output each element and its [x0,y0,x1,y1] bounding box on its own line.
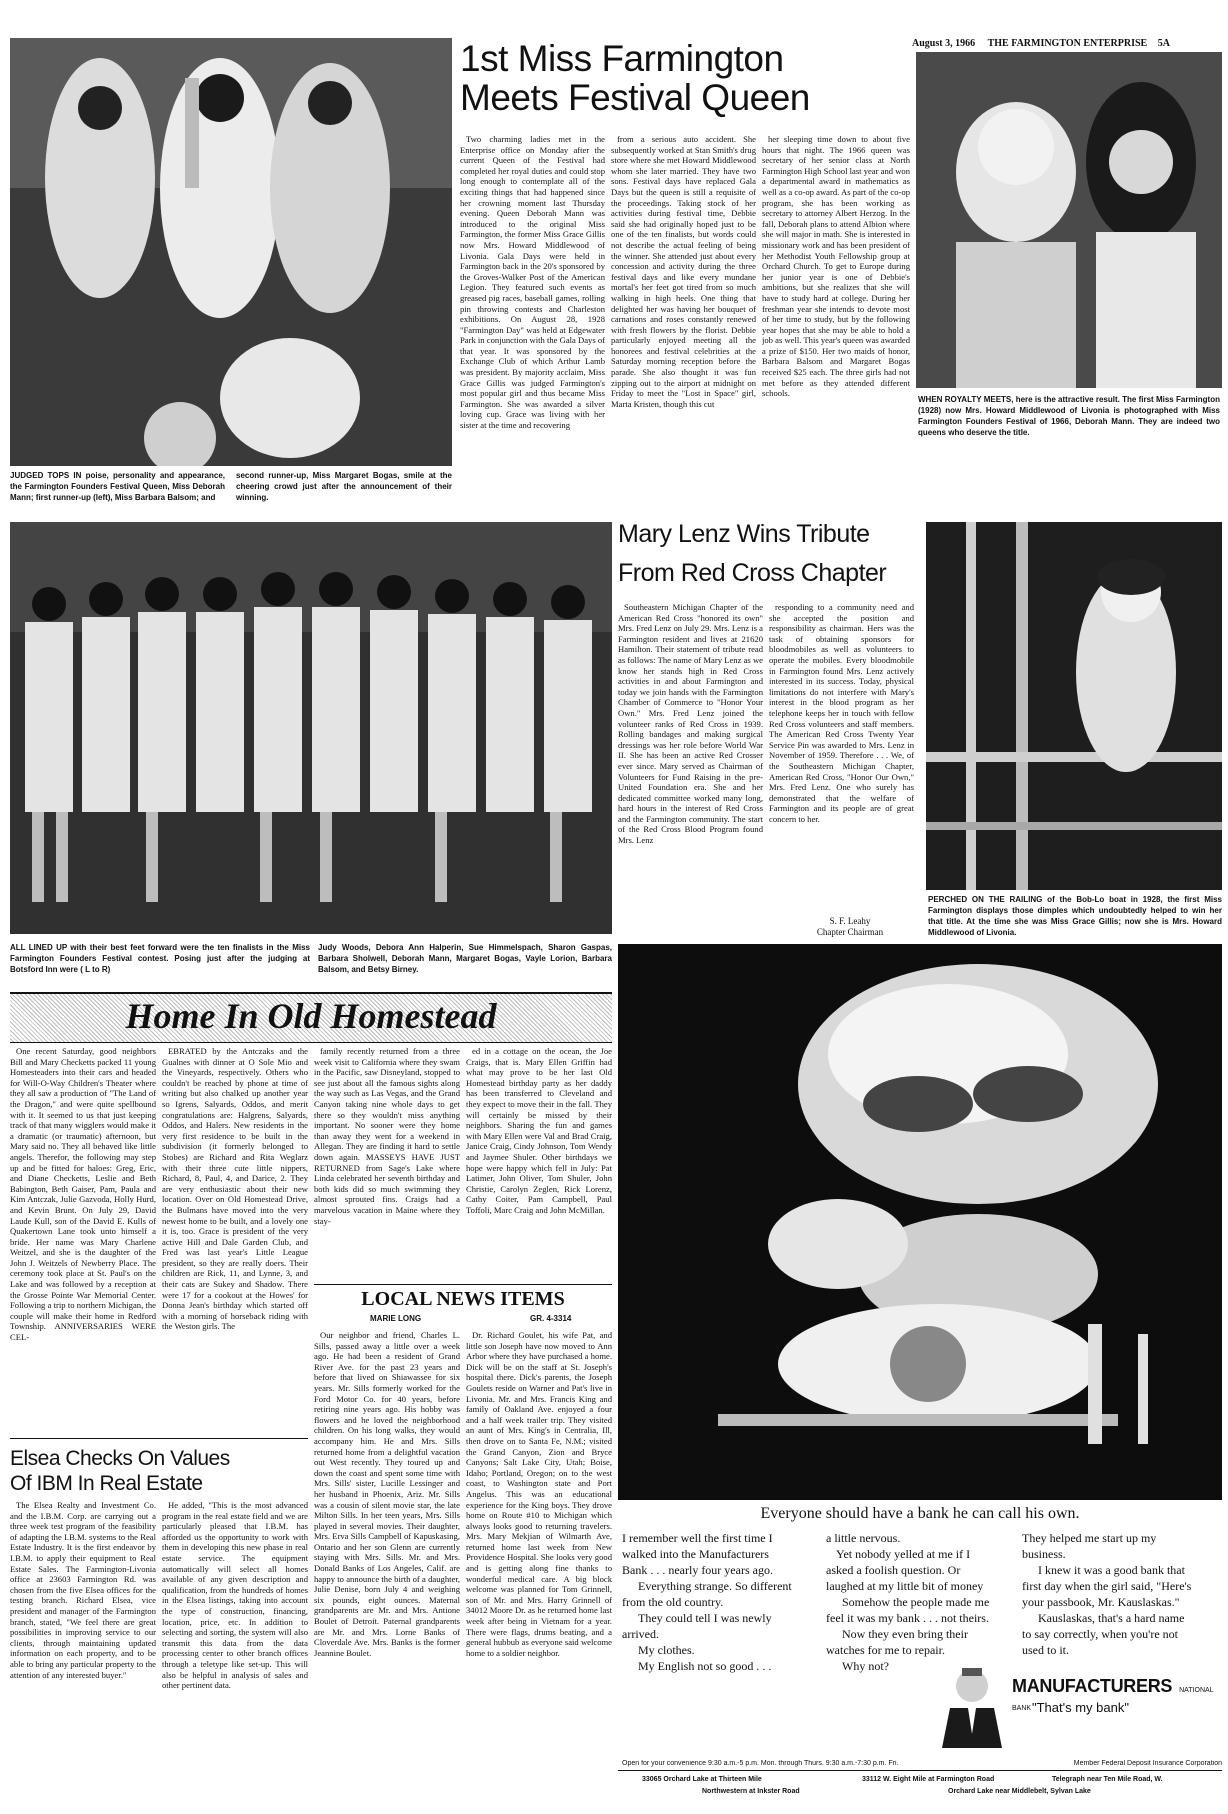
story2-headline [618,522,918,586]
homestead-headline: Home In Old Homestead [125,996,497,1036]
story1-headline [460,40,910,116]
story1-col1 [460,134,605,508]
branch-1b: Northwestern at Inkster Road [702,1788,800,1795]
elsea-col1-text: The Elsea Realty and Investment Co. and the I.B.M. Corp. are carrying out a three week test program of the feasibility of adapting the I.B.M. systems to the Real Estate Industry. It is the first endeavor by I.B.M. to apply their equipment to Real Estate Sales. The Farmington-Livonia office at 23603 Farmington Rd. was chosen from the five Elsea offices for the testing branch. Richard Elsea, vice president and manager of the Farmington branch, stated, "We feel there are great possibilities in improving service to our clients, through maintaining updated information on each property, and to be able to bring any particular property to the attention of any interested buyer." [10,1500,156,1680]
elsea-headline-line1: Elsea Checks On Values [10,1447,230,1470]
ad-col1-line: They could tell I was newly [638,1611,772,1625]
story2-col2 [769,602,914,914]
ad-brand: MANUFACTURERS [1012,1676,1173,1696]
ad-col2-line: laughed at my little bit of money [826,1579,984,1593]
caption-judged-right: second runner-up, Miss Margaret Bogas, smile at the cheering crowd just after the announcement of their winning. [236,471,452,502]
local-news-col2 [466,1330,612,1808]
story1-headline-line2: Meets Festival Queen [460,77,810,118]
ad-col3-line: your passbook, Mr. Kauslaskas." [1022,1595,1180,1609]
ad-col3-line: to say correctly, when you're not [1022,1627,1178,1641]
ad-photo-watchmaker [618,944,1222,1500]
paper-name: THE FARMINGTON ENTERPRISE [987,38,1148,49]
story2-headline-line2: From Red Cross Chapter [618,559,887,587]
ad-col1-line: I remember well the first time I [622,1531,773,1545]
local-news-headline: LOCAL NEWS ITEMS [361,1288,565,1310]
ad-col2-line: Now they even bring their [842,1627,968,1641]
elsea-rule [10,1438,308,1439]
page-number: 5A [1157,38,1170,49]
ad-col2-line: asked a foolish question. Or [826,1563,961,1577]
homestead-col2 [162,1046,308,1426]
story1-headline-line1: 1st Miss Farmington [460,38,784,79]
local-news-byline: MARIE LONG [370,1314,422,1323]
signature-block [795,916,905,938]
local-news-col2-text: Dr. Richard Goulet, his wife Pat, and little son Joseph have now moved to Ann Arbor where they have purchased a home. Dick will be on the staff at St. Joseph's hospital there. Dick's parents, the Joseph Goulets reside on Warner and Pat's live in Livonia. Mr. and Mrs. Francis King and family of Oakland Ave. enjoyed a four and a half week trailer trip. They visited an aunt of Mrs. King's in Centralia, Ill, then drove on to Santa Fe, N.M.; visited the Grand Canyon, Zion and Bryce Canyons; Salt Lake City, Utah; Boise, Idaho; Portland, Oregon; on to the west coast, to Washington state and Port Angelus. This was an educational experience for the King boys. They drove home on Route #10 to Michigan which always looks good to returning travelers. Mrs. Mary Mekjian of Wilmarth Ave, returned home last week from New Providence Hospital. She looks very good and is getting along fine thanks to wonderful medical care. A big block welcome was planned for Tom Grinnell, son of Mr. and Mrs. Harry Grinnell of 34012 Moore Dr. as he returned home last week after being in Vietnam for a year. There were flags, drums beating, and a general hubbub as everyone said welcome home to a soldier neighbor. [466,1330,612,1658]
story2-col1 [618,602,763,938]
ad-col1-line: from the old country. [622,1595,724,1609]
ad-col3-line: I knew it was a good bank that [1038,1563,1185,1577]
ad-photo-banker [936,1664,1008,1748]
elsea-headline-line2: Of IBM In Real Estate [10,1472,203,1495]
photo-royalty-meets [916,52,1222,388]
caption-perched: PERCHED ON THE RAILING of the Bob-Lo boat in 1928, the first Miss Farmington displays those dimples which undoubtedly helped to win her that title. At the time she was Miss Grace Gillis; now she is Mrs. Howard Middlewood of Livonia. [928,895,1222,937]
homestead-col4 [466,1046,612,1272]
ad-col1-line: Bank . . . nearly four years ago. [622,1563,773,1577]
homestead-col3-text: family recently returned from a three week visit to California where they swam in the Pacific, saw Disneyland, stopped to see just about all the famous sights along the way such as Las Vegas, and the Grand Canyon taking nine whole days to get there so they wouldn't miss anything important. No sooner were they home than away they went for a weekend in Allegan. They are finding it hard to settle down again. MASSEYS HAVE JUST RETURNED from Sage's Lake where Linda celebrated her seventh birthday and both kids did so much swimming they almost sprouted fins. Craigs had a marvelous vacation in Maine where they stay- [314,1046,460,1226]
local-news-col1 [314,1330,460,1808]
caption-judged-left: JUDGED TOPS IN poise, personality and appearance, the Farmington Founders Festival Queen, Miss Deborah Mann; first runner-up (left), Miss Barbara Balsom; and [10,471,225,502]
homestead-col4-text: ed in a cottage on the ocean, the Joe Craigs, that is. Mary Ellen Griffin had what may prove to be her last Old Homestead birthday party as her daddy has been transferred to Cleveland and they expect to move their in the fall. They will certainly be missed by their neighbors. Sharing the fun and games with Mary Ellen were Val and Brad Craig, Janice Craig, Cindy Johnson, Tom Wendy and Jaymee Shuler. Other birthdays we hope were happy which fell in July: Pat Latimer, John Oliver, Tom Shuler, John Christie, Carolyn Zeglen, Rick Lorenz, Cathy Coiter, Pam Campbell, Paul Toffoli, Marc Craig and John McMillan. [466,1046,612,1215]
issue-date: August 3, 1966 [912,38,976,49]
ad-col1 [622,1530,818,1674]
story1-col1-text: Two charming ladies met in the Enterprise office on Monday after the current Queen of the Festival had completed her royal duties and could stop long enough to contemplate all of the exciting things that had happened since her crowning moment last Thursday evening. Queen Deborah Mann was introduced to the original Miss Farmington, the former Miss Grace Gillis now Mrs. Howard Middlewood of Livonia. Gala Days were held in Farmington back in the 20's sponsored by the Groves-Walker Post of the American Legion. They featured such events as greased pig races, baseball games, rolling pin throwing contests and Charleston exhibitions. On August 28, 1928 "Farmington Day" was held at Edgewater Park in conjunction with the Gala Days of that year. It was sponsored by the Exchange Club of which Arthur Lamb was president. By majority acclaim, Miss Grace Gillis was judged Farmington's most popular girl and thus became Miss Farmington. She was awarded a silver loving cup. Grace was living with her sister at the time and recovering [460,134,605,431]
ad-col1-line: walked into the Manufacturers [622,1547,769,1561]
branch-2a: 33112 W. Eight Mile at Farmington Road [862,1776,995,1783]
branch-2b: Orchard Lake near Middlebelt, Sylvan Lake [948,1788,1091,1795]
homestead-col1 [10,1046,156,1426]
local-news-phone: GR. 4-3314 [530,1314,572,1323]
ad-col1-line: Everything strange. So different [638,1579,792,1593]
masthead [912,38,1220,49]
ad-col1-line: My English not so good . . . [638,1659,772,1673]
story2-headline-line1: Mary Lenz Wins Tribute [618,520,870,548]
photo-finalists [10,522,612,934]
homestead-col3 [314,1046,460,1272]
elsea-headline [10,1448,308,1494]
ad-col3-line: used to it. [1022,1643,1069,1657]
ad-headline: Everyone should have a bank he can call his own. [760,1505,1080,1522]
ad-col3-line: They helped me start up my [1022,1531,1157,1545]
elsea-col2 [162,1500,308,1808]
photo-perched-railing [926,522,1222,890]
ad-col2-line: Somehow the people made me [842,1595,990,1609]
ad-col1-line: arrived. [622,1627,659,1641]
elsea-col2-text: He added, "This is the most advanced program in the real estate field and we are particularly pleased that I.B.M. has afforded us the opportunity to work with them in developing this new phase in real estate service. The equipment automatically will select all homes available of any given description and qualification, from the hundreds of homes in the Elsea listings, taking into account the type of construction, financing, location, price, etc. In addition to selecting and sorting, the system will also transmit this data from the data processing center to other branch offices through a teletype like set-up. This will also be helpful in analysis of sales and other pertinent data. [162,1500,308,1691]
ad-col2-line: a little nervous. [826,1531,901,1545]
local-news-col1-text: Our neighbor and friend, Charles L. Sills, passed away a little over a week ago. He had been a resident of Grand River Ave. for the past 23 years and before that lived on Shiawassee for six years. Mr. Sills formerly worked for the Ford Motor Co. for 40 years, before retiring nine years ago. His hobby was flowers and he loved the neighborhood children. On his long walks, they would accompany him. He and Mrs. Sills returned home from a delightful vacation out West recently. They toured up and down the coast and spent some time with Mrs. Sills' sister, Lucille Lessinger and her husband in Phoenix, Ariz. Mr. Sills was a cousin of silent movie star, the late Milton Sills. In her teen years, Mrs. Sills played in several movies. Their daughter, Mrs. Erva Sills Campbell of Kapuskasing, Ontario and her son Glenn are currently staying with Mrs. Sills. Mr. and Mrs. Donald Banks of Los Angeles, Calif. are happy to announce the birth of a daughter, Julie Denise, born July 4 and weighing six pounds, eight ounces. Maternal grandparents are Mr. and Mrs. Antione Boulet of Detroit. Paternal grandparents are Mr. and Mrs. Lorne Banks of Cloverdale Ave. Mrs. Banks is the former Jeannine Boulet. [314,1330,460,1658]
caption-lined-right: Judy Woods, Debora Ann Halperin, Sue Himmelspach, Sharon Gaspas, Barbara Sholwell, Deborah Mann, Margaret Bogas, Vayle Lorion, Barbara Balsom, and Betsy Birney. [318,943,612,974]
caption-royalty: WHEN ROYALTY MEETS, here is the attractive result. The first Miss Farmington (1928) now Mrs. Howard Middlewood of Livonia is photographed with Miss Farmington Founders Festival of 1966, Deborah Mann. They are indeed two queens who deserve the title. [918,395,1220,437]
signature-name: S. F. Leahy [829,916,871,926]
ad-member-fdic: Member Federal Deposit Insurance Corporation [1073,1760,1222,1767]
ad-tagline: "That's my bank" [1032,1700,1129,1715]
signature-title: Chapter Chairman [816,927,884,937]
local-news-rule [314,1284,612,1285]
story1-col3-text: her sleeping time down to about five hours that night. The 1966 queen was secretary of her senior class at North Farmington High School last year and won a departmental award in mathematics as well as a co-op award. As part of the co-op program, she has been working as secretary to attorney Albert Herzog. In the fall, Deborah plans to attend Albion where she will major in math. She is interested in missionary work and has been president of her Methodist Youth Fellowship group at Orchard Church. To get to Europe during her junior year is one of Debbie's ambitions, but she realizes that she will have to study hard at college. During her freshman year she intends to devote most of her time to study, but by the following year hopes that she may be able to hold a job as well. This year's queen was awarded a prize of $150. Her two maids of honor, Barbara Balsom and Margaret Bogas received $25 each. The three girls had not met before as they attended different schools. [762,134,910,399]
story1-col2 [611,134,756,508]
ad-col1-line: My clothes. [638,1643,695,1657]
ad-col3-line: Kauslaskas, that's a hard name [1038,1611,1185,1625]
homestead-col1-text: One recent Saturday, good neighbors Bill and Mary Checketts packed 11 young Homesteaders into their cars and headed for Will-O-Way Children's Theater where they all saw a production of "The Land of the Dragon," and were quite spellbound with it. It seemed to us that just keeping track of that many wigglers would make it a dramatic (or traumatic) afternoon, but Mary said no. They all behaved like little angels. Therefor, the following may step up and be fitted for haloes: Greg, Eric, and Diane Checketts, Leslie and Beth Babington, Beth Gaiser, Pam, Paula and Kim Antczak, Julie Gazvoda, Holly Hurd, and Kevin Brunt. On July 29, David Laude Kull, son of the David E. Kulls of Quakertown Lane took unto himself a bride. Her name was Mary Charlene Weitzel, and she is the daughter of the John J. Weitzels of Newberry Place. The ceremony took place at St. Paul's on the Lake and was followed by a reception at the Grosse Pointe War Memorial Center. Following a trip to northern Michigan, the couple will make their home in Redford Township. ANNIVERSARIES WERE CEL- [10,1046,156,1343]
branch-1a: 33065 Orchard Lake at Thirteen Mile [642,1776,762,1783]
ad-col2 [826,1530,1022,1674]
branch-3: Telegraph near Ten Mile Road, W. [1052,1776,1163,1783]
story2-col1-text: Southeastern Michigan Chapter of the American Red Cross "honored its own" Mrs. Fred Lenz on July 29. Mrs. Lenz is a Farmington resident and lives at 21620 Hamilton. Their statement of tribute read as follows: The name of Mary Lenz as we know her stands high in Red Cross activities in and about Farmington and today we join hands with the Farmington Chamber of Commerce to "Honor Your Own." Mrs. Fred Lenz joined the volunteer ranks of Red Cross in 1939. Rolling bandages and making surgical dressings was her role before World War II. She has been an active Red Crosser ever since. Mary served as Chairman of Volunteers for Fund Raising in the pre-United Foundation era. She and her dedicated committee worked many long, hard hours in the interest of Red Cross and the Farmington community. The start of the Red Cross Blood Program found Mrs. Lenz [618,602,763,846]
ad-col2-line: Yet nobody yelled at me if I [836,1547,971,1561]
photo-queens-trophies [10,38,452,466]
ad-col2-line: feel it was my bank . . . not theirs. [826,1611,989,1625]
caption-lined-left: ALL LINED UP with their best feet forward were the ten finalists in the Miss Farmington Founders Festival contest. Posing just after the judging at Botsford Inn were ( L to R) [10,943,310,974]
ad-brand-suffix: NATIONAL BANK [1012,1687,1214,1712]
ad-col3 [1022,1530,1220,1658]
ad-footer-rule [618,1770,1222,1771]
homestead-col2-text: EBRATED by the Antczaks and the Gualnes with dinner at O Sole Mio and the Vineyards, respectively. Others who couldn't be reached by phone at time of writing but also chalked up another year so Igrens, Salyards, Oddos, and merit congratulations are: Halgrens, Salyards, Oddos, and Halers. New residents in the very first residence to be built in the subdivision (it formerly belonged to Stobes) are Richard and Rita Weglarz with their three cute little nippers, Richard, 8, Paul, 4, and Darice, 2. They are very enthusiastic about their new location. Over on Old Homestead Drive, the Bulmans have moved into the very newest home to be built, and a lovely one it is, too. Grace is president of the very active Hill and Dale Garden Club, and Fred was last year's Little League president, so they are really doers. Their children are Rick, 11, and Lynne, 3, and their cats are Sukey and Shadow. There were 17 for a cookout at the Howes' for Donna Jean's birthday which started off with a morning of horseback riding with the Weston girls. The [162,1046,308,1332]
elsea-col1 [10,1500,156,1808]
ad-col2-line: watches for me to repair. [826,1643,945,1657]
ad-col2-line: Why not? [842,1659,889,1673]
story2-col2-text: responding to a community need and she accepted the position and responsibility as chairman. Hers was the task of obtaining sponsors for bloodmobiles as well as volunteers to operate the mobiles. Every bloodmobile in Farmington found Mrs. Lenz actively interested in its success. Today, physical limitations do not interfere with Mary's interest in the blood program as her telephone keeps her in touch with fellow Red Cross volunteers and staff members. The American Red Cross Twenty Year Service Pin was awarded to Mrs. Lenz in November of 1959. Therefore . . . We, of the Southeastern Michigan Chapter, American Red Cross, "Honor Our Own," Mrs. Fred Lenz. One who surely has demonstrated that the welfare of Farmington and its people are of great concern to her. [769,602,914,824]
ad-col3-line: first day when the girl said, "Here's [1022,1579,1192,1593]
story1-col2-text: from a serious auto accident. She subsequently worked at Stan Smith's drug store where she met Howard Middlewood whom she later married. They have two sons. Festival days have replaced Gala Days but the queen is still a requisite of the proceedings. Taking stock of her activities during festival time, Debbie said she had originally hoped just to be one of the ten finalists, but words could not describe the actual feeling of being the winner. She attended just about every concession and activity during the three festival days and like every mundane mortal's her feet got tired from so much walking in high heels. One thing that delighted her was having her bouquet of carnations and roses constantly renewed with fresh flowers by the florist. Debbie particularly enjoyed meeting all the honorees and festival celebrities at the Saturday morning reception before the parade. She also thought it was fun zipping out to the airport at midnight on Friday to meet the "Lost in Space" girl, Marta Kristen, though this cut [611,134,756,409]
ad-col3-line: business. [1022,1547,1066,1561]
story1-col3 [762,134,910,508]
ad-hours: Open for your convenience 9:30 a.m.-5 p.m. Mon. through Thurs. 9:30 a.m.-7:30 p.m. Fri. [622,1760,899,1767]
